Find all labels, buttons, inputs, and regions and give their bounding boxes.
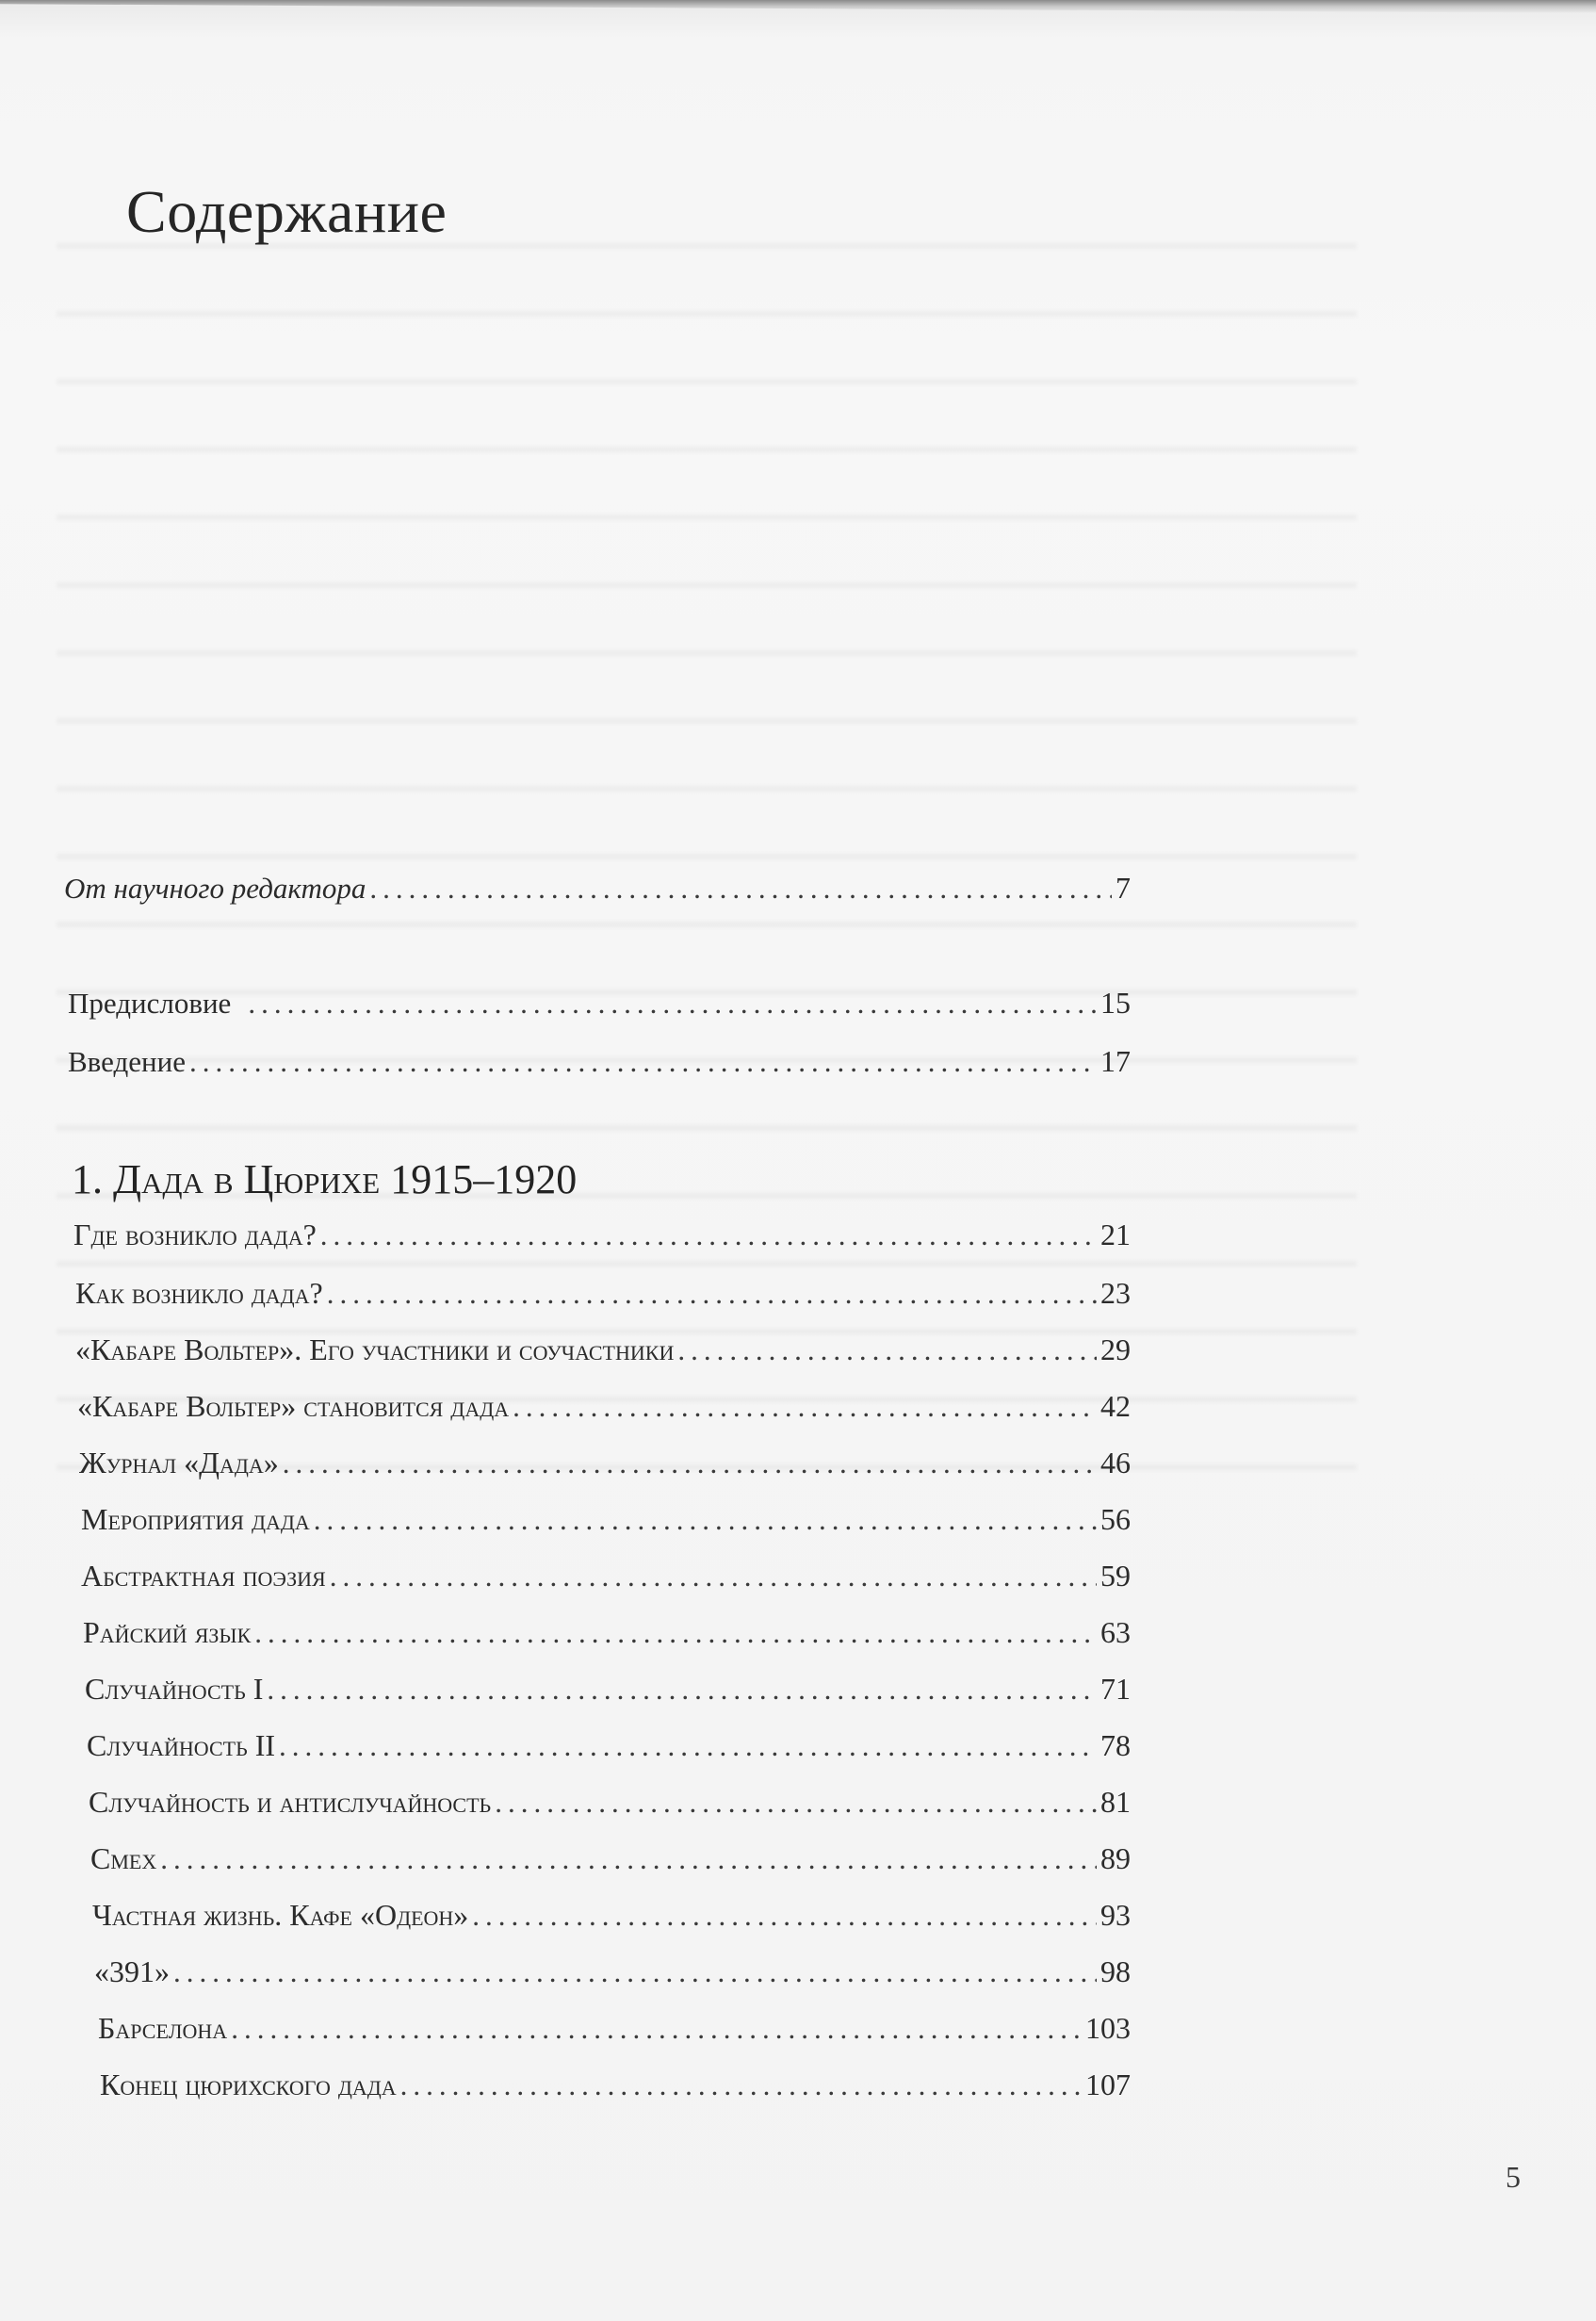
toc-entry: [98, 2011, 1131, 2046]
toc-leader-dots: [279, 1729, 1097, 1763]
toc-entry-page: 23: [1100, 1276, 1131, 1310]
toc-entry-label: Абстрактная поэзия: [81, 1559, 326, 1593]
toc-entry-label: Введение: [68, 1045, 186, 1078]
page-title: Содержание: [126, 178, 448, 245]
toc-entry-page: 81: [1100, 1785, 1131, 1819]
toc-entry-page: 93: [1100, 1898, 1131, 1932]
toc-leader-dots: [400, 2068, 1082, 2102]
toc-entry-label: Смех: [90, 1841, 157, 1875]
toc-leader-dots: [173, 1955, 1097, 1989]
toc-entry: [87, 1728, 1131, 1763]
toc-entry: [92, 1898, 1131, 1933]
toc-entry-label: «Кабаре Вольтер». Его участники и соучастники: [75, 1332, 675, 1366]
toc-entry-label: Предисловие: [68, 987, 232, 1020]
toc-entry: [68, 986, 1131, 1021]
section-heading: [72, 1155, 577, 1203]
toc-leader-dots: [160, 1842, 1097, 1876]
toc-leader-dots: [327, 1277, 1097, 1311]
toc-leader-dots: [513, 1390, 1097, 1424]
toc-entry-page: 78: [1100, 1728, 1131, 1762]
toc-leader-dots: [248, 987, 1097, 1021]
toc-entry-label: Случайность II: [87, 1728, 276, 1762]
toc-entry-page: 98: [1100, 1954, 1131, 1988]
toc-entry-label: Случайность I: [85, 1672, 264, 1706]
toc-entry-page: 7: [1116, 871, 1131, 905]
toc-entry: [81, 1502, 1131, 1537]
toc-entry-page: 63: [1100, 1615, 1131, 1649]
toc-entry-page: 42: [1100, 1389, 1131, 1423]
toc-entry-page: 21: [1100, 1218, 1131, 1251]
section-number: 1.: [72, 1156, 103, 1202]
toc-entry: [89, 1785, 1131, 1820]
toc-entry-label: Частная жизнь. Кафе «Одеон»: [92, 1898, 469, 1932]
toc-entry-page: 15: [1100, 986, 1131, 1020]
toc-leader-dots: [677, 1333, 1097, 1367]
toc-entry: [77, 1389, 1131, 1424]
page-number: 5: [1506, 2160, 1521, 2194]
toc-entry-label: Райский язык: [83, 1615, 252, 1649]
toc-entry: [79, 1446, 1131, 1480]
toc-entry: [94, 1954, 1131, 1989]
toc-entry-page: 56: [1100, 1502, 1131, 1536]
toc-leader-dots: [283, 1447, 1097, 1480]
show-through-text: [57, 207, 1357, 1527]
toc-entry-page: 107: [1085, 2068, 1131, 2101]
toc-entry: [83, 1615, 1131, 1650]
toc-entry-label: «Кабаре Вольтер» становится дада: [77, 1389, 510, 1423]
toc-entry-page: 103: [1085, 2011, 1131, 2045]
toc-entry: [85, 1672, 1131, 1707]
toc-entry: [75, 1332, 1131, 1367]
toc-leader-dots: [254, 1616, 1097, 1650]
toc-entry: [64, 871, 1131, 906]
toc-entry-page: 71: [1100, 1672, 1131, 1706]
page-edge-shadow: [0, 0, 1596, 13]
toc-entry-page: 29: [1100, 1332, 1131, 1366]
toc-leader-dots: [314, 1503, 1097, 1537]
toc-entry: [90, 1841, 1131, 1876]
toc-entry: [73, 1218, 1131, 1252]
toc-entry-label: Где возникло дада?: [73, 1218, 317, 1251]
toc-entry-label: Мероприятия дада: [81, 1502, 310, 1536]
toc-entry-page: 59: [1100, 1559, 1131, 1593]
toc-entry-label: Случайность и антислучайность: [89, 1785, 492, 1819]
toc-leader-dots: [330, 1560, 1097, 1594]
toc-entry-page: 17: [1100, 1044, 1131, 1078]
toc-leader-dots: [495, 1786, 1097, 1820]
toc-leader-dots: [369, 872, 1112, 906]
toc-entry-page: 46: [1100, 1446, 1131, 1479]
toc-entry-label: «391»: [94, 1954, 170, 1988]
toc-entry: [68, 1044, 1131, 1079]
toc-entry-label: Журнал «Дада»: [79, 1446, 279, 1479]
toc-entry-label: От научного редактора: [64, 872, 366, 905]
toc-leader-dots: [189, 1045, 1097, 1079]
toc-leader-dots: [472, 1899, 1097, 1933]
toc-entry-label: Конец цюрихского дада: [100, 2068, 397, 2101]
toc-entry: [81, 1559, 1131, 1594]
toc-entry: [75, 1276, 1131, 1311]
toc-entry-label: Барселона: [98, 2011, 228, 2045]
toc-leader-dots: [267, 1673, 1097, 1707]
toc-leader-dots: [231, 2012, 1082, 2046]
toc-entry-label: Как возникло дада?: [75, 1276, 323, 1310]
toc-leader-dots: [320, 1218, 1097, 1252]
toc-entry-page: 89: [1100, 1841, 1131, 1875]
toc-entry: [100, 2068, 1131, 2102]
section-title: Дада в Цюрихе 1915–1920: [113, 1156, 578, 1202]
